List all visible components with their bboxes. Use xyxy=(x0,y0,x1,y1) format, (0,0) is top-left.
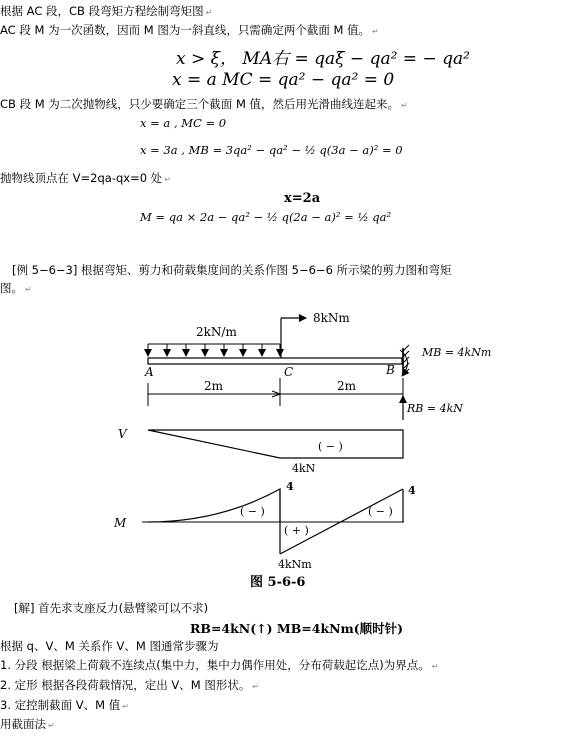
v-value: 4kN xyxy=(292,462,316,475)
m-top-right-value: 4 xyxy=(408,484,416,497)
text-line: 根据 q、V、M 关系作 V、M 图通常步骤为 xyxy=(0,639,219,653)
text-line: 3. 定控制截面 V、M 值 ↵ xyxy=(0,698,129,712)
text-line: AC 段 M 为一次函数，因而 M 图为一斜直线，只需确定两个截面 M 值。 ↵ xyxy=(0,23,379,37)
text-line: 用截面法 ↵ xyxy=(0,717,55,731)
support-moment-label: MB = 4kNm xyxy=(422,346,492,359)
text-line: 根据 AC 段，CB 段弯矩方程绘制弯矩图 ↵ xyxy=(0,4,213,18)
equation: M = qa × 2a − qa² − ½ q(2a − a)² = ½ qa² xyxy=(140,210,392,224)
text-line: 1. 分段 根据梁上荷载不连续点(集中力，集中力偶作用处，分布荷载起讫点)为界点。 ↵ xyxy=(0,658,439,672)
m-top-left-value: 4 xyxy=(286,480,294,493)
equation: x = 3a , MB = 3qa² − qa² − ½ q(3a − a)² = 0 xyxy=(140,143,403,157)
text-line: [例 5−6−3] 根据弯矩、剪力和荷载集度间的关系作图 5−6−6 所示梁的剪力图和弯矩 xyxy=(12,263,452,277)
shear-diagram xyxy=(148,430,403,458)
beam xyxy=(148,358,402,364)
m-sign-left: ( − ) xyxy=(240,505,265,518)
m-bottom-value: 4kNm xyxy=(278,558,312,571)
moment-label: 8kNm xyxy=(313,311,350,325)
beam-figure xyxy=(0,296,574,596)
figure-caption: 图 5-6-6 xyxy=(250,575,306,590)
moment-symbol xyxy=(281,318,306,358)
equation: x > ξ， MA右 = qaξ − qa² = − qa² xyxy=(176,49,470,69)
v-sign: ( − ) xyxy=(318,440,343,453)
m-axis-label: M xyxy=(114,516,127,530)
dimension-right: 2m xyxy=(337,379,357,393)
reaction-result: RB=4kN(↑) MB=4kNm(顺时针) xyxy=(190,621,404,636)
reaction-label: RB = 4kN xyxy=(407,402,463,415)
dimension-line xyxy=(148,378,403,406)
text-line: 抛物线顶点在 V=2qa-qx=0 处 ↵ xyxy=(0,171,171,185)
v-axis-label: V xyxy=(118,427,127,441)
load-label: 2kN/m xyxy=(196,325,237,339)
m-sign-right: ( − ) xyxy=(368,505,393,518)
dimension-left: 2m xyxy=(204,379,224,393)
point-c: C xyxy=(284,365,294,379)
equation: x = a , MC = 0 xyxy=(140,116,227,130)
distributed-load xyxy=(148,344,280,356)
point-a: A xyxy=(145,365,154,379)
text-line: 2. 定形 根据各段荷载情况，定出 V、M 图形状。 ↵ xyxy=(0,678,260,692)
m-sign-mid: ( + ) xyxy=(284,524,309,537)
equation: x = a MC = qa² − qa² = 0 xyxy=(172,70,395,90)
text-line: 图。 ↵ xyxy=(0,281,32,295)
text-line: CB 段 M 为二次抛物线，只少要确定三个截面 M 值，然后用光滑曲线连起来。 ↵ xyxy=(0,97,408,111)
text-line: [解] 首先求支座反力(悬臂梁可以不求) xyxy=(14,601,209,615)
equation: x=2a xyxy=(284,191,321,206)
point-b: B xyxy=(386,363,395,377)
